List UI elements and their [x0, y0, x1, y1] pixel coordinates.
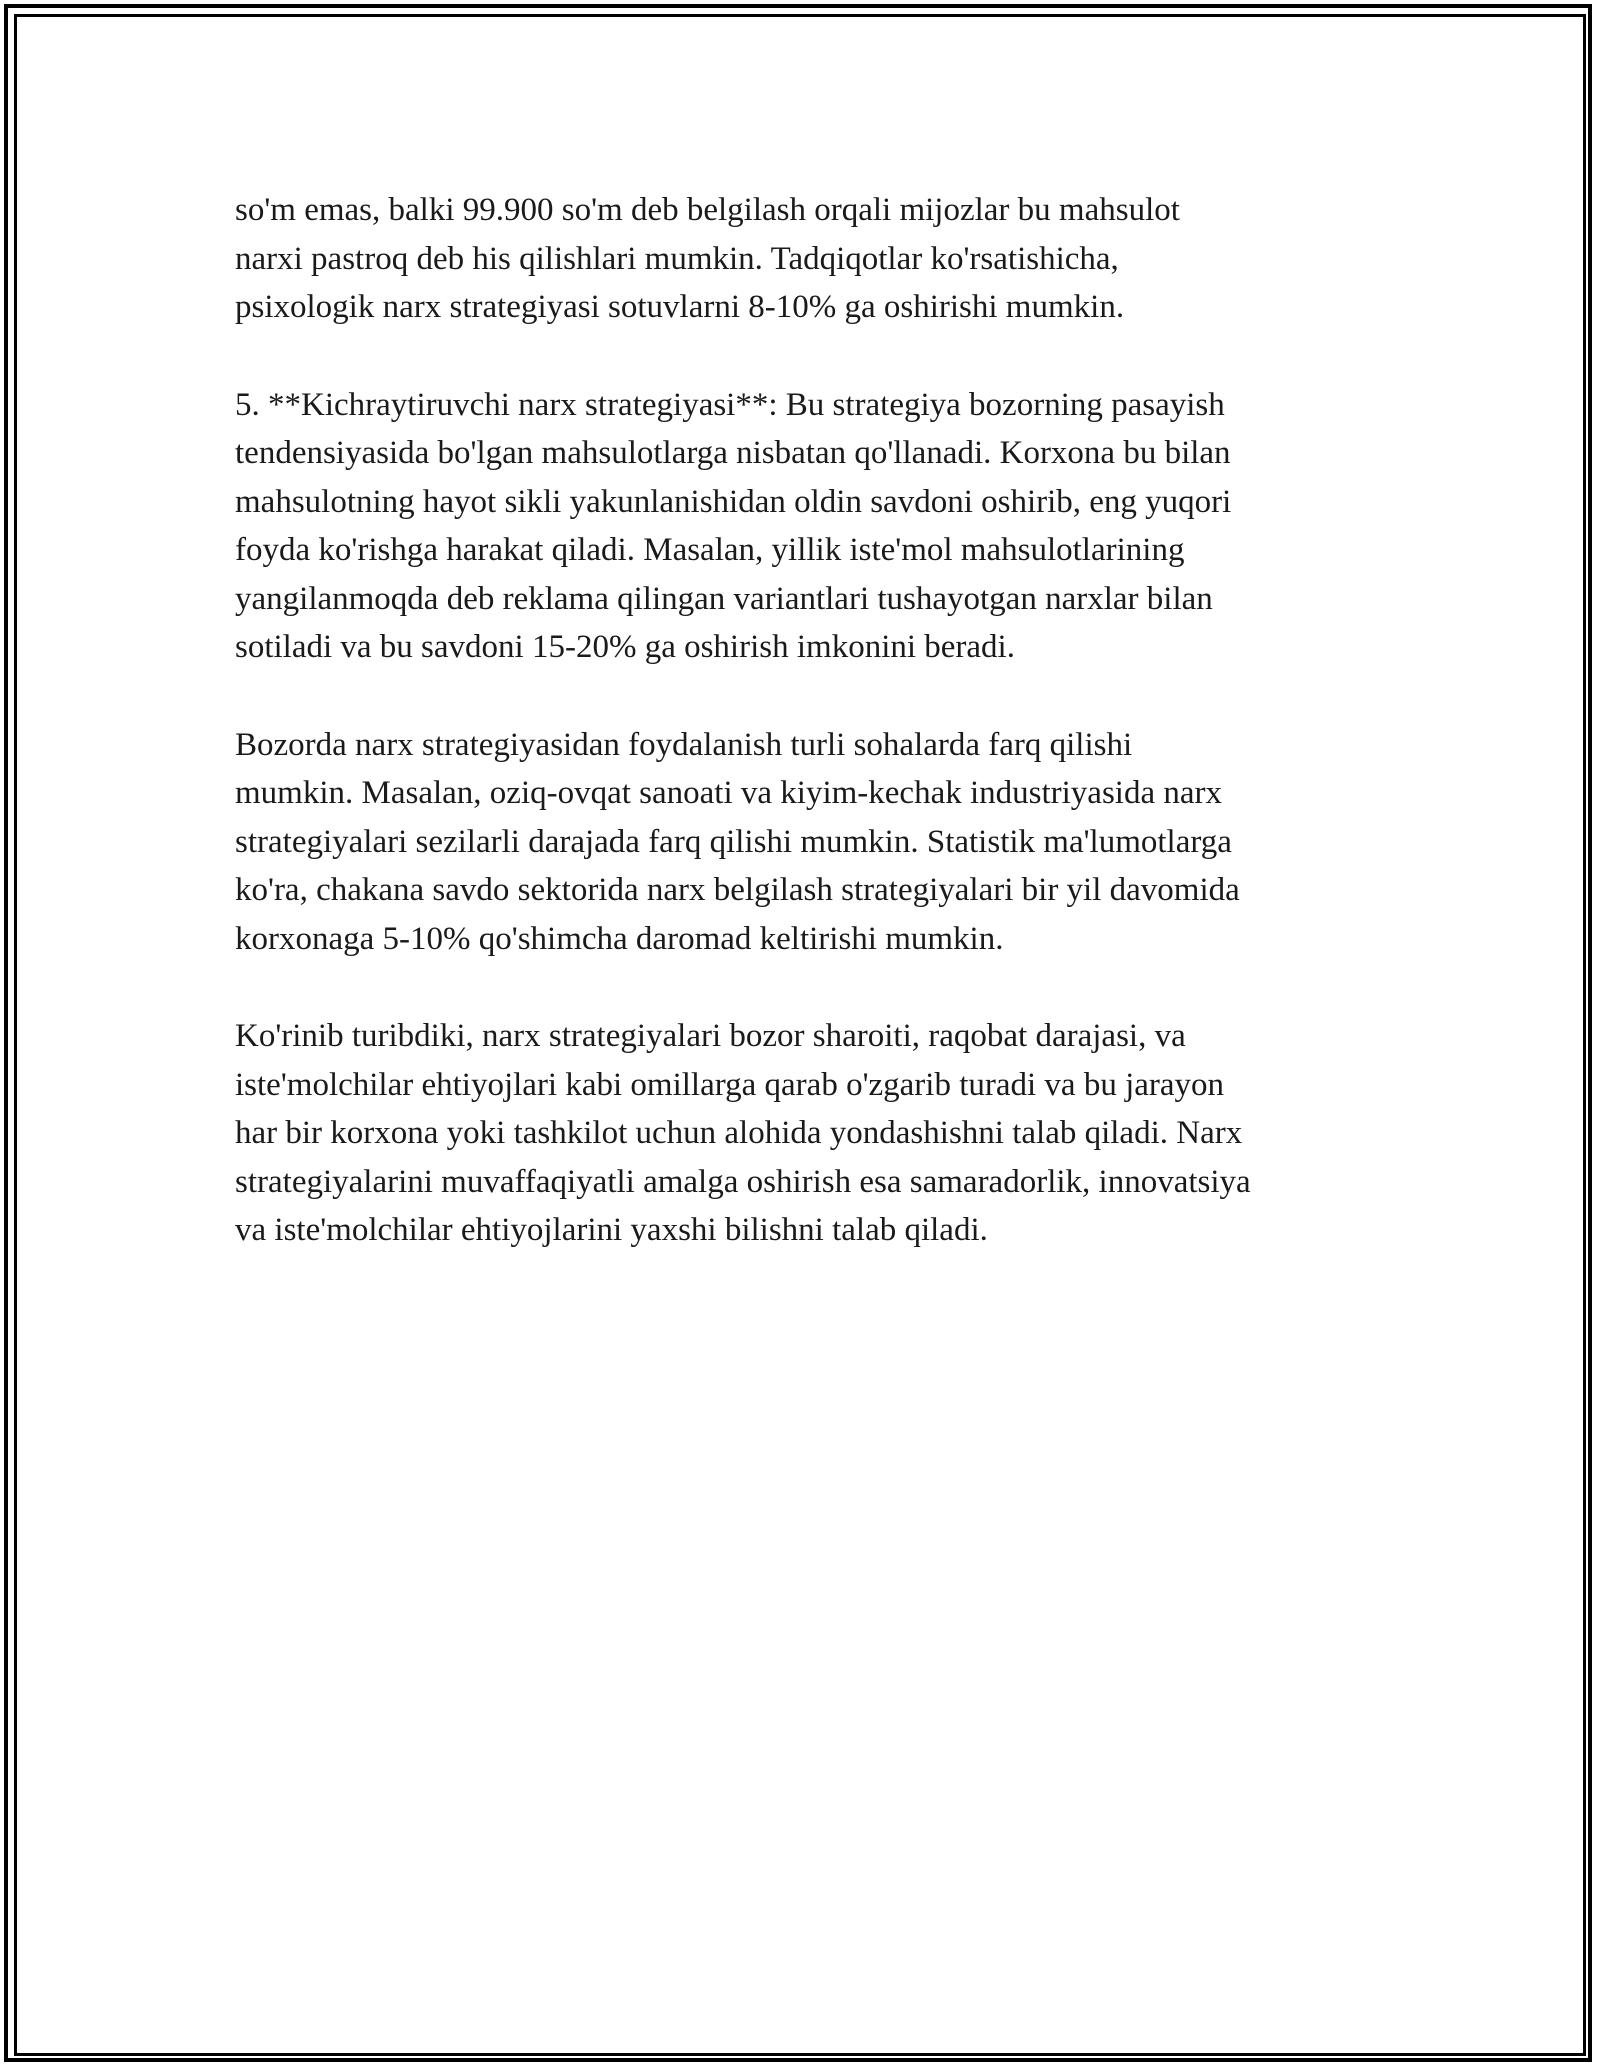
document-body [235, 186, 1375, 1304]
paragraph-reducing-price-strategy: 5. **Kichraytiruvchi narx strategiyasi**: Bu strategiya bozorning pasayish tendensiyasida bo'lgan mahsulotlarga nisbatan qo'llanadi. Korxona bu bilan mahsulotning hayot sikli yakunlanishidan oldin savdoni oshirib, eng yuqori foyda ko'rishga harakat qiladi. Masalan, yillik iste'mol mahsulotlarining yangilanmoqda deb reklama qilingan variantlari tushayotgan narxlar bilan sotiladi va bu savdoni 15-20% ga oshirish imkonini beradi. [235, 386, 1232, 665]
paragraph-industry-differences: Bozorda narx strategiyasidan foydalanish turli sohalarda farq qilishi mumkin. Masalan, oziq-ovqat sanoati va kiyim-kechak industriyasida narx strategiyalari sezilarli darajada farq qilishi mumkin. Statistik ma'lumotlarga ko'ra, chakana savdo sektorida narx belgilash strategiyalari bir yil davomida korxonaga 5-10% qo'shimcha daromad keltirishi mumkin. [235, 726, 1240, 957]
paragraph-psychological-pricing: so'm emas, balki 99.900 so'm deb belgilash orqali mijozlar bu mahsulot narxi pastroq deb his qilishlari mumkin. Tadqiqotlar ko'rsatishicha, psixologik narx strategiyasi sotuvlarni 8-10% ga oshirishi mumkin. [235, 192, 1180, 325]
paragraph-conclusion: Ko'rinib turibdiki, narx strategiyalari bozor sharoiti, raqobat darajasi, va iste'molchilar ehtiyojlari kabi omillarga qarab o'zgarib turadi va bu jarayon har bir korxona yoki tashkilot uchun alohida yondashishni talab qiladi. Narx strategiyalarini muvaffaqiyatli amalga oshirish esa samaradorlik, innovatsiya va iste'molchilar ehtiyojlarini yaxshi bilishni talab qiladi. [235, 1018, 1251, 1248]
